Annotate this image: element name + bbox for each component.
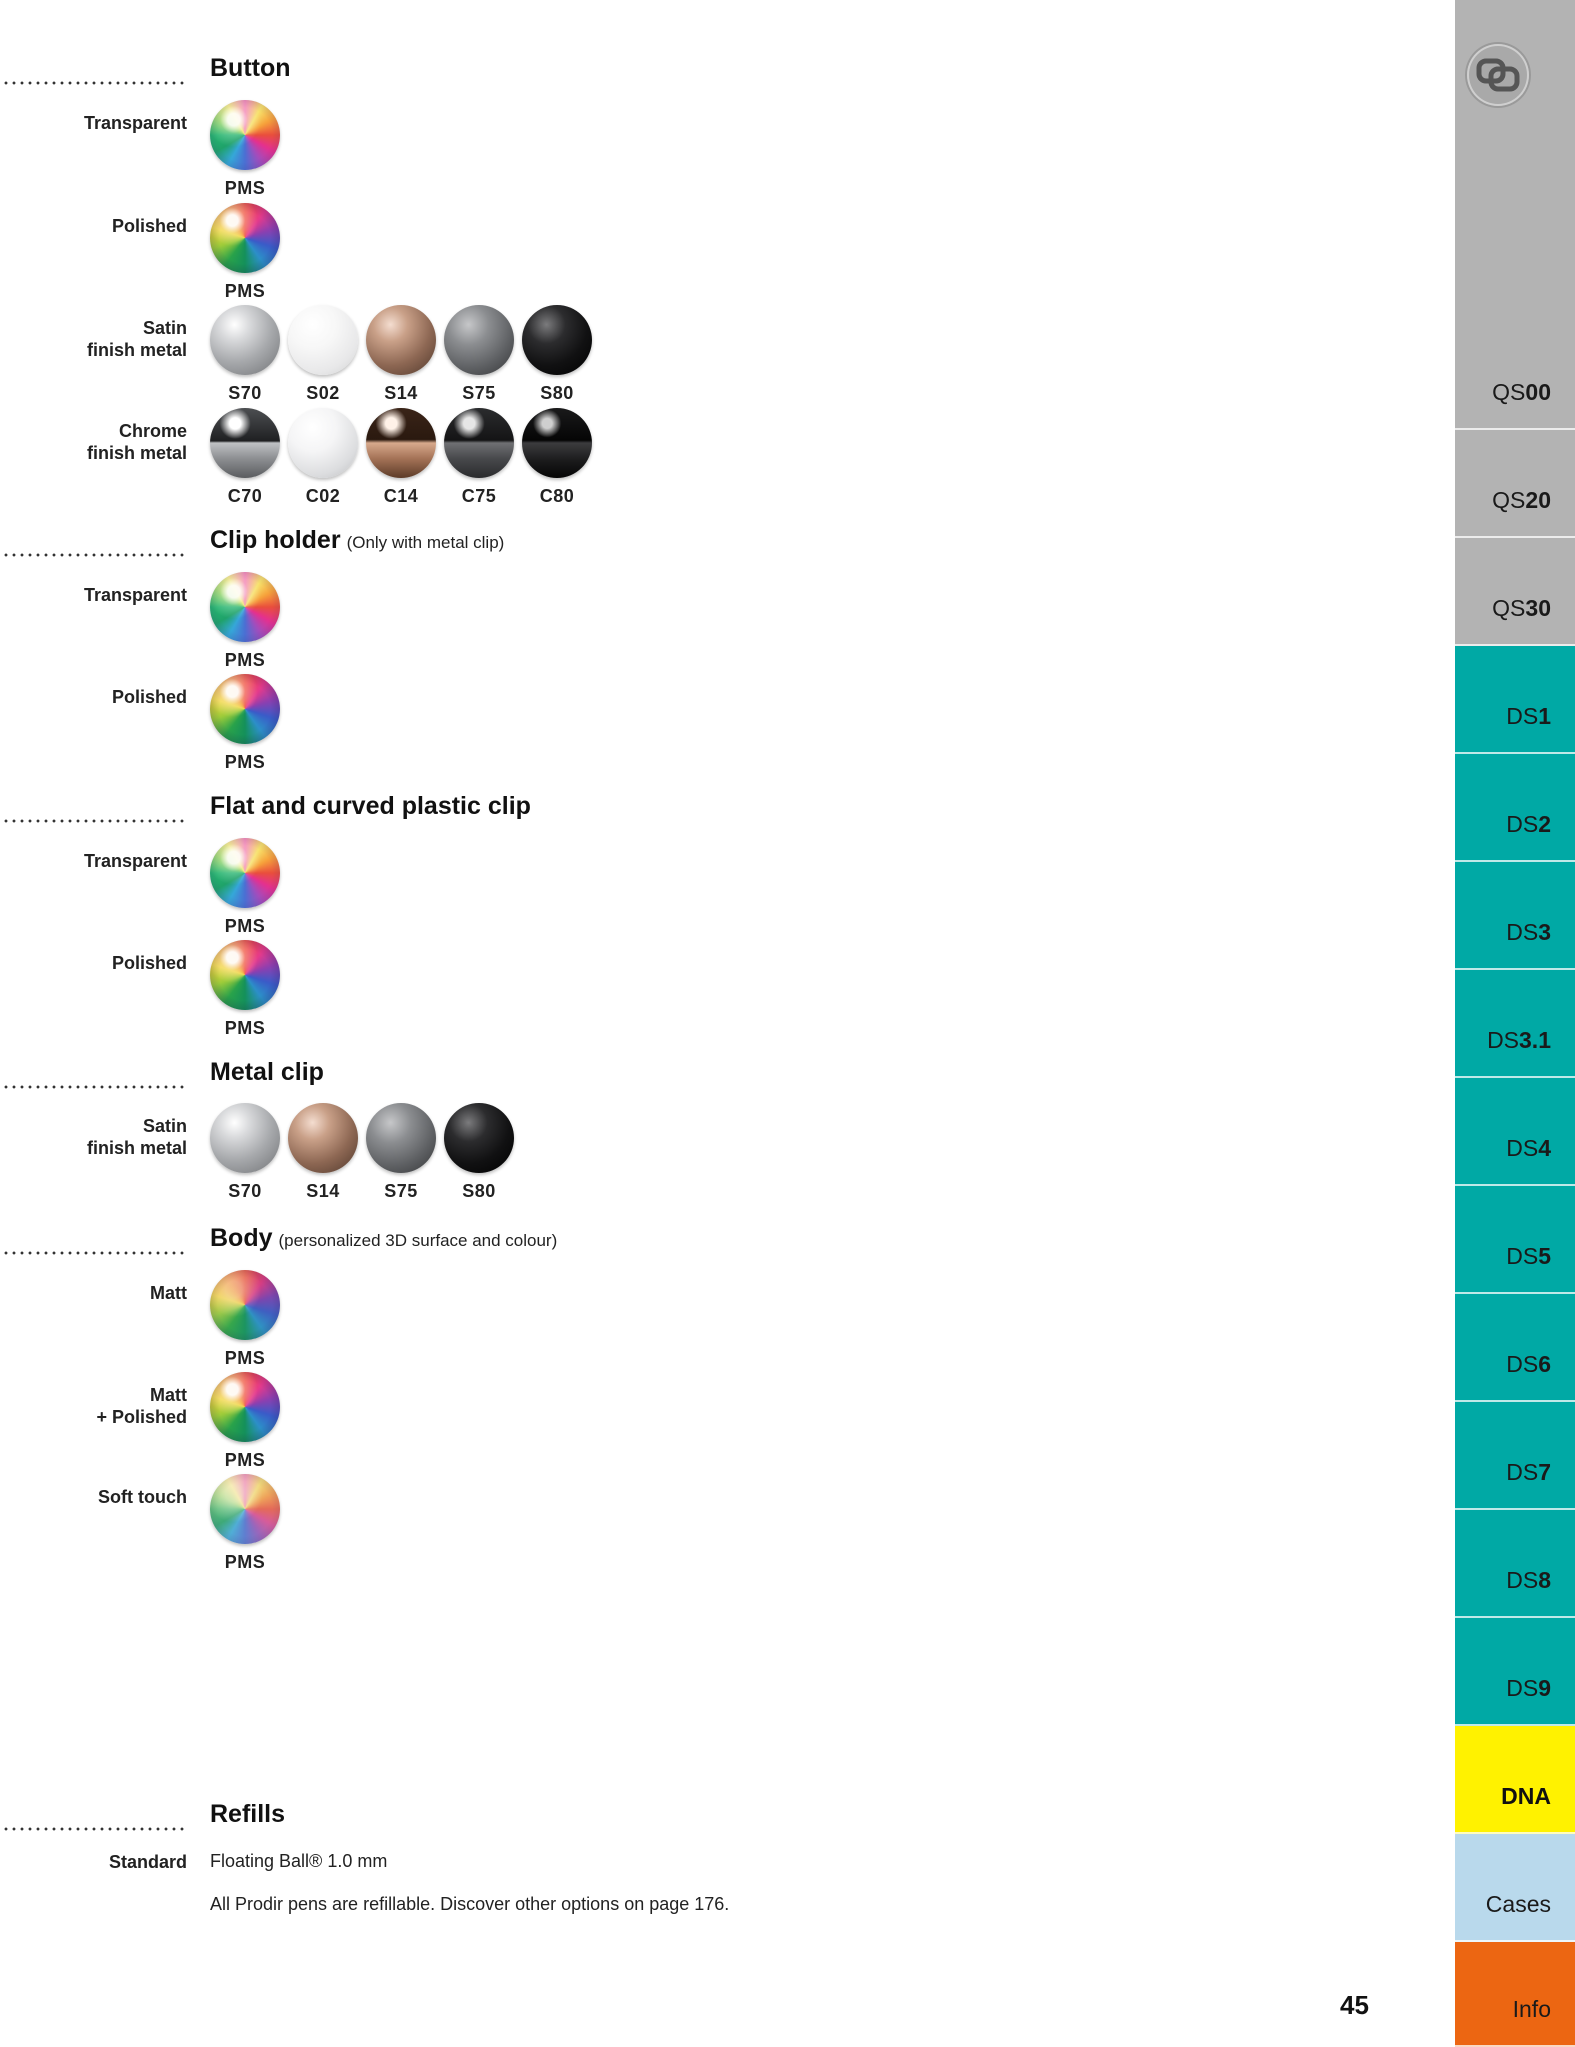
row-label-text: finish metal xyxy=(86,443,187,463)
sidebar-tab-ds2[interactable] xyxy=(1455,754,1575,862)
tab-label-number: 20 xyxy=(1525,487,1551,513)
tab-label-number: 3.1 xyxy=(1519,1027,1551,1053)
row-label-text: Polished xyxy=(111,216,187,236)
sidebar-tab-info[interactable] xyxy=(1455,1942,1575,2047)
row-label xyxy=(0,1282,187,1304)
dotted-leader xyxy=(2,1826,188,1832)
swatch-sphere xyxy=(444,305,514,375)
swatch-code: S14 xyxy=(306,1181,340,1201)
swatch-sphere xyxy=(522,305,592,375)
prodir-logo-icon[interactable] xyxy=(1467,44,1529,106)
swatch-code: C70 xyxy=(227,486,263,506)
sidebar-tab-qs30[interactable] xyxy=(1455,538,1575,646)
tab-label-number: 00 xyxy=(1525,379,1551,405)
tab-label-number: 1 xyxy=(1538,703,1551,729)
sidebar-tab-ds3[interactable] xyxy=(1455,862,1575,970)
sidebar-tab-ds7[interactable] xyxy=(1455,1402,1575,1510)
row-label xyxy=(0,686,187,708)
swatch-sphere xyxy=(288,305,358,375)
sidebar-tab-ds1[interactable] xyxy=(1455,646,1575,754)
section-title-text: Metal clip xyxy=(210,1058,324,1086)
row-label xyxy=(0,1486,187,1508)
swatch-sphere xyxy=(210,1372,280,1442)
dotted-leader xyxy=(2,1250,188,1256)
section-clip-holder xyxy=(0,526,900,566)
swatch-code: S80 xyxy=(540,383,574,403)
swatch-sphere xyxy=(210,572,280,642)
section-plastic-clip xyxy=(0,792,900,832)
row-label-text: finish metal xyxy=(86,1138,187,1158)
section-title-text: Clip holder xyxy=(210,526,341,554)
swatch-code: PMS xyxy=(224,650,266,670)
swatch-code: PMS xyxy=(224,1348,266,1368)
section-title-text: Button xyxy=(210,54,291,82)
swatch-sphere xyxy=(210,408,280,478)
color-swatch-pms xyxy=(210,940,280,1039)
dotted-leader xyxy=(2,1084,188,1090)
tab-label-number: 4 xyxy=(1538,1135,1551,1161)
swatch-sphere xyxy=(210,1474,280,1544)
refill-note: All Prodir pens are refillable. Discover other options on page 176. xyxy=(210,1894,730,1914)
sidebar-tab-dna[interactable] xyxy=(1455,1726,1575,1834)
section-button xyxy=(0,54,900,94)
section-title xyxy=(210,1224,557,1253)
tab-label-number: 9 xyxy=(1538,1675,1551,1701)
swatch-code: C75 xyxy=(461,486,497,506)
section-title xyxy=(210,792,531,821)
tab-label-number: 5 xyxy=(1538,1243,1551,1269)
color-swatch-s02 xyxy=(288,305,358,404)
swatch-sphere xyxy=(444,408,514,478)
swatch-sphere xyxy=(288,1103,358,1173)
tab-label-prefix: DS xyxy=(1506,1675,1539,1701)
row-label-text: finish metal xyxy=(86,340,187,360)
swatch-sphere xyxy=(210,203,280,273)
tab-label-number: 8 xyxy=(1538,1567,1551,1593)
sidebar-tab-qs20[interactable] xyxy=(1455,430,1575,538)
color-swatch-pms xyxy=(210,1270,280,1369)
section-refills xyxy=(0,1800,900,1840)
row-label-text: Transparent xyxy=(83,585,187,605)
row-label-text: Matt xyxy=(150,1385,187,1405)
swatch-sphere xyxy=(210,305,280,375)
swatch-sphere xyxy=(210,1270,280,1340)
color-swatch-pms xyxy=(210,572,280,671)
refill-label xyxy=(0,1851,187,1873)
tab-label-number: 2 xyxy=(1538,811,1551,837)
swatch-code: S14 xyxy=(384,383,418,403)
swatch-code: S75 xyxy=(384,1181,418,1201)
dotted-leader xyxy=(2,80,188,86)
swatch-sphere xyxy=(288,408,358,478)
sidebar-tab-ds8[interactable] xyxy=(1455,1510,1575,1618)
row-label-text: + Polished xyxy=(96,1407,187,1427)
section-title: Refills xyxy=(210,1800,286,1828)
sidebar-tab-cases[interactable] xyxy=(1455,1834,1575,1942)
logo-glyph xyxy=(1476,58,1520,92)
swatch-sphere xyxy=(366,1103,436,1173)
section-title xyxy=(210,526,504,555)
swatch-code: S75 xyxy=(462,383,496,403)
row-label-text: Standard xyxy=(108,1852,187,1872)
row-label-text: Polished xyxy=(111,687,187,707)
row-label-text: Matt xyxy=(150,1283,187,1303)
row-label xyxy=(0,317,187,361)
row-label xyxy=(0,112,187,134)
color-swatch-pms xyxy=(210,100,280,199)
color-swatch-c02 xyxy=(288,408,358,507)
section-body xyxy=(0,1224,900,1264)
swatch-code: C02 xyxy=(305,486,341,506)
tab-label-prefix: DS xyxy=(1506,919,1539,945)
tab-label-prefix: DS xyxy=(1506,703,1539,729)
sidebar-tab-ds6[interactable] xyxy=(1455,1294,1575,1402)
swatch-code: PMS xyxy=(224,178,266,198)
row-label-text: Transparent xyxy=(83,113,187,133)
swatch-code: PMS xyxy=(224,1018,266,1038)
tab-label-prefix: DS xyxy=(1506,1459,1539,1485)
row-label-text: Chrome xyxy=(118,421,187,441)
row-label-text: Soft touch xyxy=(98,1487,187,1507)
row-label xyxy=(0,215,187,237)
color-swatch-s70 xyxy=(210,305,280,404)
tab-label-number: 6 xyxy=(1538,1351,1551,1377)
color-swatch-s75 xyxy=(444,305,514,404)
swatch-code: PMS xyxy=(224,1450,266,1470)
swatch-sphere xyxy=(210,838,280,908)
tab-label-prefix: DS xyxy=(1487,1027,1520,1053)
row-label-text: Satin xyxy=(142,318,187,338)
tab-label-prefix: DS xyxy=(1506,811,1539,837)
swatch-code: S80 xyxy=(462,1181,496,1201)
color-swatch-s14 xyxy=(366,305,436,404)
swatch-sphere xyxy=(210,100,280,170)
dotted-leader xyxy=(2,818,188,824)
color-swatch-c75 xyxy=(444,408,514,507)
row-label xyxy=(0,1115,187,1159)
swatch-code: C80 xyxy=(539,486,575,506)
color-swatch-pms xyxy=(210,1372,280,1471)
color-swatch-s14 xyxy=(288,1103,358,1202)
swatch-code: PMS xyxy=(224,752,266,772)
page-number: 45 xyxy=(1340,1990,1369,2020)
color-swatch-c14 xyxy=(366,408,436,507)
tab-label-prefix: QS xyxy=(1492,487,1526,513)
tab-label-prefix: Info xyxy=(1512,1996,1551,2022)
row-label xyxy=(0,1384,187,1428)
swatch-code: PMS xyxy=(224,1552,266,1572)
section-note: (personalized 3D surface and colour) xyxy=(278,1231,558,1250)
tab-label-prefix: QS xyxy=(1492,379,1526,405)
swatch-sphere xyxy=(366,305,436,375)
swatch-sphere xyxy=(444,1103,514,1173)
swatch-code: S70 xyxy=(228,383,262,403)
row-label xyxy=(0,850,187,872)
tab-label-prefix: Cases xyxy=(1485,1891,1551,1917)
swatch-code: PMS xyxy=(224,916,266,936)
sidebar-tab-ds3-1[interactable] xyxy=(1455,970,1575,1078)
color-swatch-s70 xyxy=(210,1103,280,1202)
color-swatch-s80 xyxy=(444,1103,514,1202)
section-title xyxy=(210,54,291,83)
swatch-code: PMS xyxy=(224,281,266,301)
color-swatch-pms xyxy=(210,1474,280,1573)
row-label-text: Satin xyxy=(142,1116,187,1136)
tab-label-prefix: DS xyxy=(1506,1351,1539,1377)
color-swatch-s80 xyxy=(522,305,592,404)
color-swatch-c70 xyxy=(210,408,280,507)
row-label xyxy=(0,420,187,464)
row-label-text: Transparent xyxy=(83,851,187,871)
sidebar-tab-ds5[interactable] xyxy=(1455,1186,1575,1294)
sidebar-tab-ds4[interactable] xyxy=(1455,1078,1575,1186)
tab-label-prefix: QS xyxy=(1492,595,1526,621)
tab-label-prefix: DS xyxy=(1506,1243,1539,1269)
section-title-text: Body xyxy=(210,1224,273,1252)
sidebar-tab-ds9[interactable] xyxy=(1455,1618,1575,1726)
sidebar-tab-qs00[interactable] xyxy=(1455,322,1575,430)
row-label-text: Polished xyxy=(111,953,187,973)
tab-label-number: DNA xyxy=(1501,1783,1551,1809)
color-swatch-pms xyxy=(210,674,280,773)
section-title xyxy=(210,1058,324,1087)
row-label xyxy=(0,584,187,606)
swatch-sphere xyxy=(210,674,280,744)
color-swatch-c80 xyxy=(522,408,592,507)
swatch-code: C14 xyxy=(383,486,419,506)
section-note: (Only with metal clip) xyxy=(346,533,505,552)
tab-label-prefix: DS xyxy=(1506,1567,1539,1593)
tab-label-number: 7 xyxy=(1538,1459,1551,1485)
tab-label-prefix: DS xyxy=(1506,1135,1539,1161)
swatch-sphere xyxy=(366,408,436,478)
refill-spec: Floating Ball® 1.0 mm xyxy=(210,1851,388,1871)
swatch-code: S02 xyxy=(306,383,340,403)
dotted-leader xyxy=(2,552,188,558)
row-label xyxy=(0,952,187,974)
swatch-sphere xyxy=(210,1103,280,1173)
color-swatch-s75 xyxy=(366,1103,436,1202)
swatch-sphere xyxy=(210,940,280,1010)
tab-label-number: 30 xyxy=(1525,595,1551,621)
section-metal-clip xyxy=(0,1058,900,1098)
swatch-sphere xyxy=(522,408,592,478)
color-swatch-pms xyxy=(210,838,280,937)
swatch-code: S70 xyxy=(228,1181,262,1201)
color-swatch-pms xyxy=(210,203,280,302)
section-title-text: Flat and curved plastic clip xyxy=(210,792,531,820)
tab-label-number: 3 xyxy=(1538,919,1551,945)
